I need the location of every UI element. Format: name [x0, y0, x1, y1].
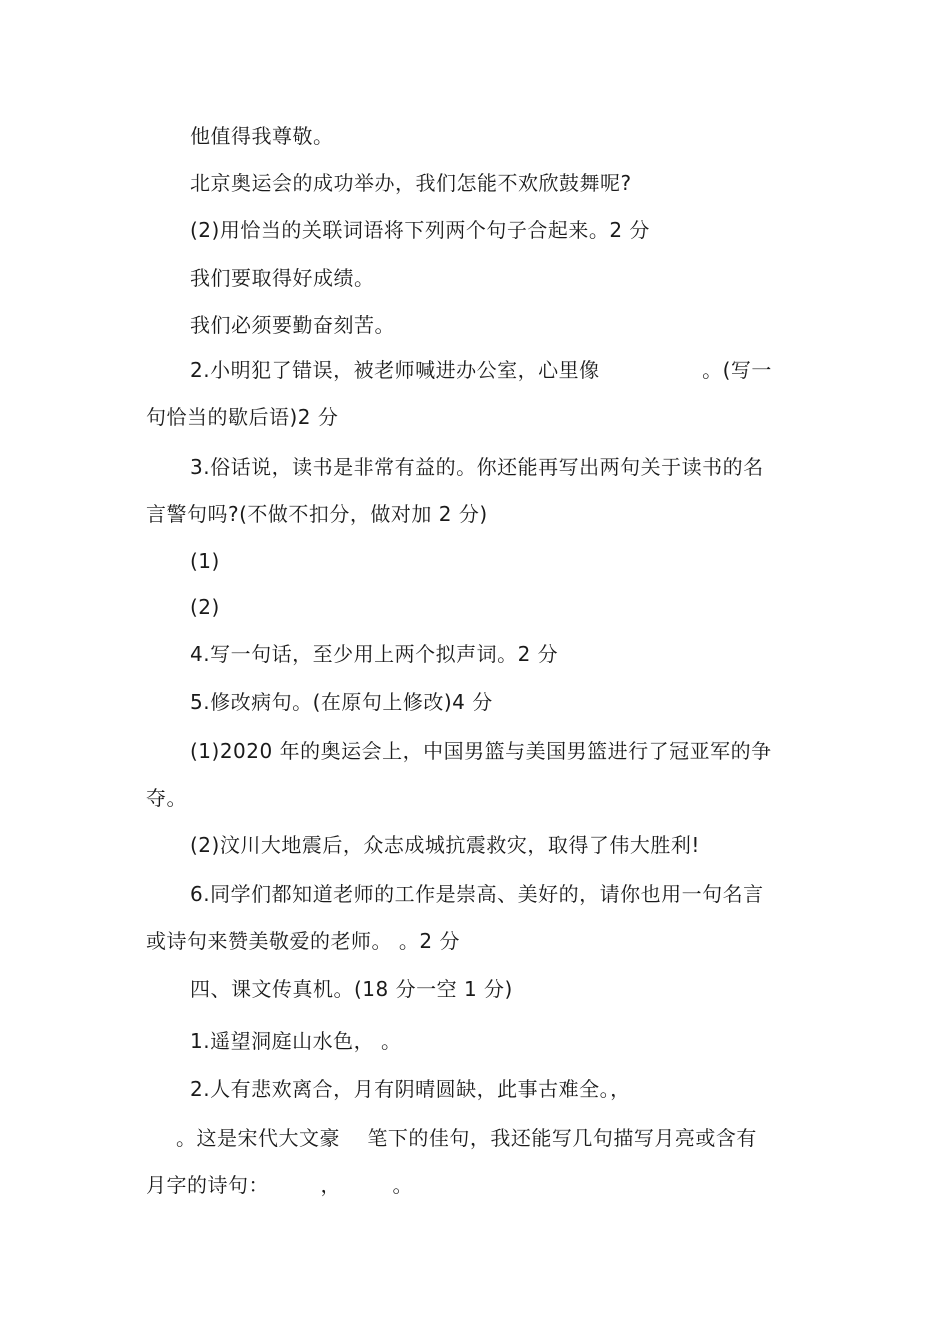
text-line: 他值得我尊敬。: [190, 124, 334, 148]
text-line: 3.俗话说，读书是非常有益的。你还能再写出两句关于读书的名: [190, 455, 764, 479]
text-line: 1.遥望洞庭山水色， 。: [190, 1029, 402, 1053]
text-line: (1): [190, 549, 220, 573]
text-line: 4.写一句话，至少用上两个拟声词。2 分: [190, 642, 559, 666]
text-line: 我们要取得好成绩。: [190, 266, 375, 290]
text-line: (2)汶川大地震后，众志成城抗震救灾，取得了伟大胜利!: [190, 833, 700, 857]
text-line: 2.人有悲欢离合，月有阴晴圆缺，此事古难全。，: [190, 1077, 631, 1101]
text-line: (2)用恰当的关联词语将下列两个句子合起来。2 分: [190, 218, 650, 242]
text-line: 6.同学们都知道老师的工作是崇高、美好的，请你也用一句名言: [190, 882, 764, 906]
text-line: 月字的诗句： ， 。: [146, 1173, 413, 1197]
text-line: 5.修改病句。(在原句上修改)4 分: [190, 690, 493, 714]
text-line: 或诗句来赞美敬爱的老师。 。2 分: [146, 929, 460, 953]
text-line: 。这是宋代大文豪 笔下的佳句，我还能写几句描写月亮或含有: [176, 1126, 757, 1150]
text-line: 四、课文传真机。(18 分一空 1 分): [190, 977, 513, 1001]
text-line: 北京奥运会的成功举办，我们怎能不欢欣鼓舞呢?: [190, 171, 632, 195]
text-line: 言警句吗?(不做不扣分，做对加 2 分): [146, 502, 488, 526]
text-line: 句恰当的歇后语)2 分: [146, 405, 339, 429]
text-line: 我们必须要勤奋刻苦。: [190, 313, 395, 337]
text-line: 夺。: [146, 786, 187, 810]
text-line: (1)2020 年的奥运会上，中国男篮与美国男篮进行了冠亚军的争: [190, 739, 772, 763]
text-line: 2.小明犯了错误，被老师喊进办公室，心里像 。(写一: [190, 358, 772, 382]
text-line: (2): [190, 595, 220, 619]
